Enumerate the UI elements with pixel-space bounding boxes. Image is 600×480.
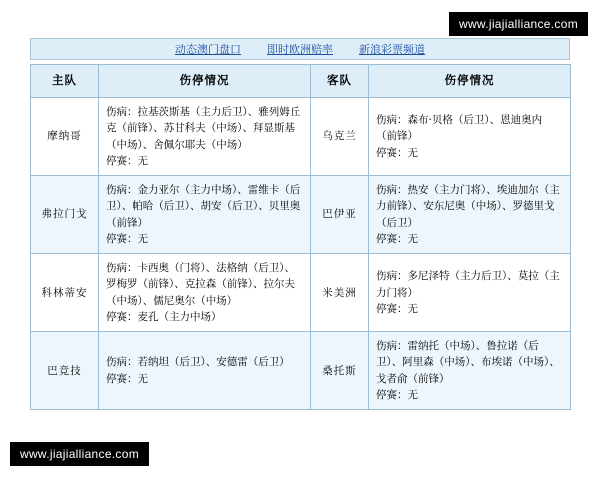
watermark-bottom: www.jiajialliance.com [10, 442, 149, 466]
away-injury-text: 伤病：热安（主力门将）、埃迪加尔（主力前锋）、安东尼奥（中场）、罗德里戈（后卫） [376, 184, 560, 229]
home-suspension-text: 停赛：无 [106, 232, 148, 245]
nav-bar [30, 38, 570, 60]
home-injury-detail [99, 176, 311, 254]
table-header-row [31, 65, 571, 98]
home-suspension-text: 停赛：无 [106, 154, 148, 167]
home-team-name: 摩纳哥 [31, 98, 99, 176]
away-suspension-text: 停赛：无 [376, 388, 418, 401]
home-injury-detail [99, 254, 311, 332]
home-team-name: 弗拉门戈 [31, 176, 99, 254]
home-team-name: 科林蒂安 [31, 254, 99, 332]
home-injury-text: 伤病：金力亚尔（主力中场）、雷维卡（后卫）、帕哈（后卫）、胡安（后卫）、贝里奥（前锋） [106, 184, 301, 229]
home-injury-detail [99, 332, 311, 410]
home-suspension-text: 停赛：麦孔（主力中场） [106, 310, 222, 323]
away-injury-detail [369, 176, 571, 254]
away-injury-detail [369, 98, 571, 176]
table-row [31, 98, 571, 176]
nav-link-europe-odds[interactable]: 即时欧洲赔率 [267, 43, 333, 56]
home-injury-text: 伤病：卡西奥（门将）、法格纳（后卫）、罗梅罗（前锋）、克拉森（前锋）、拉尔夫（中场）、儒尼奥尔（中场） [106, 262, 295, 307]
injury-table [30, 64, 571, 410]
away-injury-text: 伤病：多尼泽特（主力后卫）、莫拉（主力门将） [376, 270, 560, 299]
away-team-name: 乌克兰 [311, 98, 369, 176]
away-team-name: 桑托斯 [311, 332, 369, 410]
header-away-injury: 伤停情况 [369, 65, 571, 98]
table-row [31, 176, 571, 254]
nav-link-macau-odds[interactable]: 动态澳门盘口 [175, 43, 241, 56]
away-injury-text: 伤病：森布·贝格（后卫）、恩迪奥内（前锋） [376, 114, 543, 143]
nav-link-sina-lottery[interactable]: 新浪彩票频道 [359, 43, 425, 56]
header-home-injury: 伤停情况 [99, 65, 311, 98]
away-suspension-text: 停赛：无 [376, 302, 418, 315]
watermark-top: www.jiajialliance.com [449, 12, 588, 36]
home-injury-text: 伤病：若纳坦（后卫）、安德雷（后卫） [106, 356, 290, 369]
home-team-name: 巴竞技 [31, 332, 99, 410]
away-injury-text: 伤病：雷纳托（中场）、鲁拉诺（后卫）、阿里森（中场）、布埃诺（中场）、戈者俞（前锋） [376, 340, 560, 385]
away-suspension-text: 停赛：无 [376, 146, 418, 159]
away-team-name: 米美洲 [311, 254, 369, 332]
away-injury-detail [369, 332, 571, 410]
table-row [31, 332, 571, 410]
table-row [31, 254, 571, 332]
home-injury-text: 伤病：拉基茨斯基（主力后卫）、雅列姆丘克（前锋）、苏甘科夫（中场）、拜显斯基（中场）、舍佩尔耶夫（中场） [106, 106, 301, 151]
away-injury-detail [369, 254, 571, 332]
away-team-name: 巴伊亚 [311, 176, 369, 254]
header-home-team: 主队 [31, 65, 99, 98]
header-away-team: 客队 [311, 65, 369, 98]
home-injury-detail [99, 98, 311, 176]
away-suspension-text: 停赛：无 [376, 232, 418, 245]
home-suspension-text: 停赛：无 [106, 372, 148, 385]
